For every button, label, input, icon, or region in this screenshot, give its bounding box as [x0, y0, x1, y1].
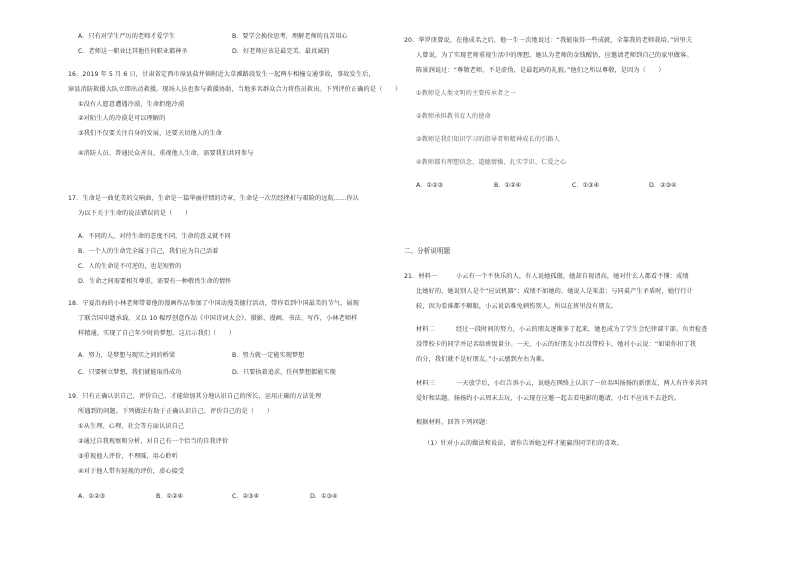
q18-option-a: A．努力，是梦想与现实之间的桥梁 — [78, 352, 176, 359]
q20-stem-line2: 人曾说，为了实现老师重视生活中的理想，她认为老师的金钱醒悟，应邀请老师到自己的家里做客。 — [416, 52, 693, 59]
q21-subquestion-1: （1）针对小云的做法和说法，请你告诉她怎样才能赢得同学们的喜欢。 — [424, 440, 623, 447]
q16-stem-line2: 漳县消防救援大队立即出动救援，现场人员也参与救援协助，当地多名群众合力将伤员救出。下列评价正确的是（ ） — [68, 86, 402, 93]
q20-option-a: A．①②③ — [416, 182, 444, 189]
q15-option-b: B．要学会换位思考，理解老师的良苦用心 — [232, 33, 348, 40]
q16-item-1: ①没有人愿意遭遇冷漠，生命拒绝冷漠 — [78, 101, 185, 108]
q19-item-3: ③重视他人评价，不理睬，用心聆听 — [78, 453, 178, 460]
q20-item-4: ④教师都有理想信念、道德情操、扎实学识、仁爱之心 — [416, 159, 567, 166]
q18-option-d: D．只要执着追求，任何梦想都能实现 — [232, 369, 336, 376]
section-heading-analysis: 二、分析说明题 — [404, 247, 451, 255]
q21-material1-label: 21．材料一 — [404, 273, 438, 280]
q17-option-d: D．生命之间需要相互尊重，需要有一种敬畏生命的情怀 — [78, 278, 232, 285]
q19-option-d: D．①③④ — [310, 493, 338, 500]
q16-stem-line1: 16．2019 年 5 月 6 日，甘肃省定西市漳县盐井镇附近大草滩路段发生一起两车相撞交通事故，事故发生后， — [68, 71, 375, 78]
q20-option-b: B．①②④ — [494, 182, 522, 189]
left-column — [62, 0, 422, 562]
q19-option-a: A．①②③ — [78, 493, 106, 500]
q21-material3-line1: 一天放学后，小红告诉小云，说她在网络上认识了一位名叫扬扬的新朋友，两人有许多共同 — [456, 380, 708, 387]
q17-option-a: A．不同的人，对待生命的态度不同，生命的意义就不同 — [78, 233, 231, 240]
q19-item-2: ②通过自我观察和分析，对自己有一个恰当的自我评价 — [78, 438, 229, 445]
q17-option-c: C．人的生命是不可逆的，也是短暂的 — [78, 263, 182, 270]
q18-stem-line1: 18．宁夏沿海的小林老师带着他的漫画作品参加了中国动漫美德行活动，带你看到中国最美的节气，展现 — [68, 300, 360, 307]
q20-option-d: D．②③④ — [649, 182, 677, 189]
q17-stem-line2: 为以下关于生命的说法错误的是（ ） — [78, 210, 192, 217]
q16-item-2: ②对陌生人的冷漠是可以理解的 — [78, 115, 166, 122]
q21-material2-line3: 的分，我们就不是好朋友。”小云感到左右为难。 — [416, 356, 549, 363]
q20-stem-line1: 20．华罗庚曾说，在他成名之后，他一生一次地说过：“我能取得一些成就，全靠我的老师栽培。”居里夫 — [404, 37, 693, 44]
q18-stem-line3: 样精通，实现了自己年少时的梦想。这启示我们（ ） — [78, 330, 236, 337]
q19-stem-line1: 19．只有正确认识自己，评价自己，才能给加其分地认识自己的所长，运用正确的方法处理 — [68, 393, 322, 400]
q21-prompt: 根据材料，回答下列问题： — [416, 419, 492, 426]
q18-option-b: B．努力就一定能实现梦想 — [232, 352, 305, 359]
q19-item-4: ④对于他人带有轻视的评价，虚心接受 — [78, 468, 185, 475]
q15-option-d: D．好老师应该是最完美、最真诚的 — [232, 48, 330, 55]
q17-stem-line1: 17．生命是一曲优美的交响曲，生命是一篇华丽抒情的诗章，生命是一次历经挫折与艰险的远航……你认 — [68, 195, 360, 202]
q20-option-c: C．①③④ — [572, 182, 600, 189]
q21-material1-line3: 较，因为看谁都不顺眼，小云说话难免刺伤别人，所以在班里没有朋友。 — [416, 303, 618, 310]
q19-option-c: C．②③④ — [232, 493, 260, 500]
q20-item-2: ②教师承担教书育人的使命 — [416, 113, 491, 120]
q18-stem-line2: 了联合国申遗承载，又以 10 幅厚创意作品《中国诗词大会》、摄影、漫画、书法、写作，小林老师样 — [78, 315, 358, 322]
q19-item-1: ①从生理、心理、社会等方面认识自己 — [78, 423, 185, 430]
right-column — [404, 0, 744, 562]
q20-stem-line3: 陈景润说过：“尊敬老师，不是虚伪，是最起码的礼貌。”他们之所以尊敬，是因为（ ） — [416, 67, 665, 74]
q21-material2-line1: 经过一段时间的努力，小云的朋友逐渐多了起来，她也成为了学生会纪律部干部，负责检查 — [456, 326, 708, 333]
q15-option-c: C．老师这一职业比其他任何职业都神圣 — [78, 48, 188, 55]
q20-item-1: ①教师是人类文明的主要传承者之一 — [416, 90, 516, 97]
q21-material1-line2: 比她好的，她说别人是个“应试机器”；成绩不如她的，她说人是笨蛋；与同桌产生矛盾时，她行行计 — [416, 288, 693, 295]
q19-stem-line2: 所遇到的问题。下列做法有助于正确认识自己、评价自己的是（ ） — [78, 408, 273, 415]
q19-option-b: B．①②④ — [156, 493, 184, 500]
q21-material2-line2: 没带校卡的同学并记名给班级量分。一天，小云的好朋友小红没带校卡，她对小云说：“如果你扣了我 — [416, 341, 696, 348]
q21-material1-line1: 小云有一个不快乐的人，有人说她孤傲，她却自视清高，她对什么人都看不懂：成绩 — [456, 273, 689, 280]
q16-item-3: ③我们不仅要关注自身的发展，还要关切他人的生命 — [78, 130, 222, 137]
q17-option-b: B．一个人的生命完全属于自己，我们应为自己活着 — [78, 248, 219, 255]
q21-material3-label: 材料三 — [416, 380, 435, 387]
q16-item-4: ④消防人员、普通民众善良、重视他人生命，需要我们共同参与 — [78, 150, 254, 157]
q20-item-3: ③教师是我们知识学习的指导者和精神成长的引路人 — [416, 136, 560, 143]
q21-material2-label: 材料二 — [416, 326, 435, 333]
q15-option-a: A．只有对学生严厉的老师才爱学生 — [78, 33, 176, 40]
q21-material3-line2: 爱好和话题。扬扬约小云周末去玩，小云现在应邀一起去看电影的邀请，小红不应该不去赴约。 — [416, 395, 681, 402]
q18-option-c: C．只要树立梦想，我们就能取得成功 — [78, 369, 182, 376]
